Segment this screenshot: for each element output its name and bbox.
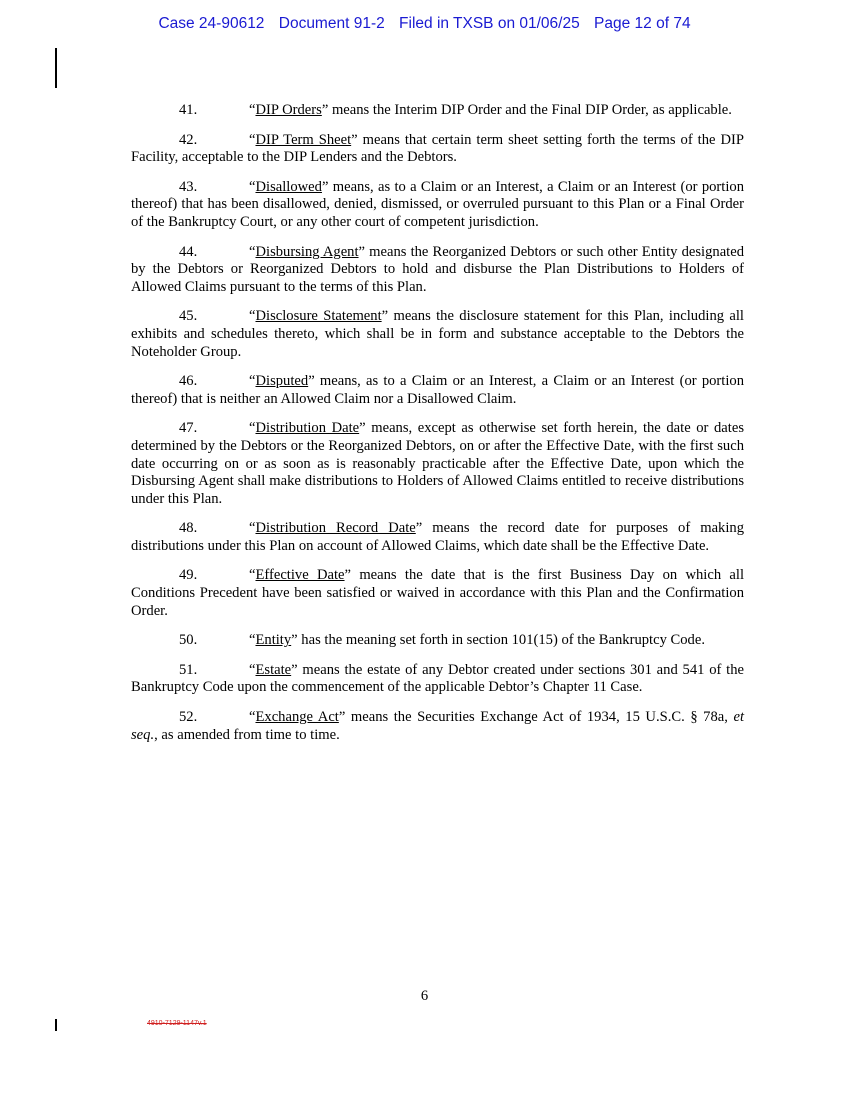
definition-paragraph [131, 567, 744, 620]
defined-term: Disputed [255, 373, 309, 390]
open-quote: “ [249, 373, 256, 390]
open-quote: “ [249, 709, 256, 726]
defined-term: Disbursing Agent [255, 243, 359, 260]
definition-text: ” means the disclosure statement for this Plan, including all exhibits and schedules thereto, which shall be in form and substance acceptable to the Debtors the Noteholder Group. [131, 308, 744, 360]
defined-term: Effective Date [255, 567, 345, 584]
definition-text: ” means, as to a Claim or an Interest, a Claim or an Interest (or portion thereof) that has been disallowed, denied, dismissed, or overruled pursuant to this Plan or a Final Order of the Bankruptcy Court, or any other court of competent jurisdiction. [131, 178, 744, 230]
open-quote: “ [249, 661, 256, 678]
defined-term: Distribution Record Date [255, 520, 416, 537]
definition-paragraph [131, 179, 744, 232]
open-quote: “ [249, 243, 256, 260]
paragraph-number: 43. [179, 178, 198, 195]
footer-doc-code: 4910-7129-1147v.1 [147, 1020, 207, 1027]
defined-term: DIP Orders [255, 102, 322, 118]
open-quote: “ [249, 632, 256, 649]
definition-text: ” means that certain term sheet setting forth the terms of the DIP Facility, acceptable to the DIP Lenders and the Debtors. [131, 131, 744, 166]
definition-paragraph [131, 373, 744, 408]
paragraph-number: 44. [179, 243, 198, 260]
defined-term: DIP Term Sheet [255, 131, 352, 148]
document-body [131, 102, 744, 756]
paragraph-number: 45. [179, 308, 198, 325]
change-bar-top [55, 48, 57, 88]
definition-text: ” means the Reorganized Debtors or such other Entity designated by the Debtors or Reorganized Debtors to hold and disburse the Plan Distributions to Holders of Allowed Claims pursuant to the terms of this Plan. [131, 243, 745, 295]
definition-paragraph [131, 662, 744, 697]
definition-text: ” means the date that is the first Business Day on which all Conditions Precedent have been satisfied or waived in accordance with this Plan and the Confirmation Order. [131, 567, 745, 619]
definition-paragraph [131, 132, 744, 167]
paragraph-number: 52. [179, 709, 198, 726]
page-info: Page 12 of 74 [594, 15, 691, 32]
open-quote: “ [249, 131, 256, 148]
definition-paragraph [131, 308, 744, 361]
open-quote: “ [249, 102, 256, 118]
defined-term: Disclosure Statement [255, 308, 382, 325]
open-quote: “ [249, 178, 256, 195]
open-quote: “ [249, 308, 256, 325]
definition-tail: , as amended from time to time. [154, 726, 340, 743]
paragraph-number: 47. [179, 420, 198, 437]
defined-term: Distribution Date [255, 420, 360, 437]
paragraph-number: 41. [179, 102, 198, 118]
defined-term: Entity [255, 632, 292, 649]
definition-text: ” means the Securities Exchange Act of 1934, 15 U.S.C. § 78a, [338, 709, 734, 726]
paragraph-number: 42. [179, 131, 198, 148]
defined-term: Exchange Act [255, 709, 339, 726]
defined-term: Disallowed [255, 178, 322, 195]
paragraph-number: 46. [179, 373, 198, 390]
open-quote: “ [249, 420, 256, 437]
open-quote: “ [249, 520, 256, 537]
page-number: 6 [420, 988, 429, 1004]
italic-text: et seq. [131, 709, 745, 743]
filing-header [0, 15, 849, 33]
definition-paragraph [131, 520, 744, 555]
definition-paragraph [131, 632, 744, 650]
definition-paragraph [131, 102, 744, 120]
case-number: Case 24-90612 [158, 15, 265, 32]
definition-paragraph [131, 244, 744, 297]
paragraph-number: 48. [179, 520, 198, 537]
definition-text: ” means the estate of any Debtor created under sections 301 and 541 of the Bankruptcy Code upon the commencement of the applicable Debtor’s Chapter 11 Case. [131, 661, 744, 696]
definition-text: ” means, except as otherwise set forth herein, the date or dates determined by the Debtors or the Reorganized Debtors, on or after the Effective Date, with the first such date occurring on or as soon as is reasonably practicable after the Effective Date, upon which the Disbursing Agent shall make distributions to Holders of Allowed Claims entitled to receive distributions under this Plan. [131, 420, 744, 507]
definition-paragraph [131, 709, 744, 744]
definition-text: ” means, as to a Claim or an Interest, a Claim or an Interest (or portion thereof) that is neither an Allowed Claim nor a Disallowed Claim. [131, 373, 744, 407]
definition-paragraph [131, 420, 744, 508]
definition-text: ” means the Interim DIP Order and the Final DIP Order, as applicable. [321, 102, 732, 118]
open-quote: “ [249, 567, 256, 584]
definition-text: ” has the meaning set forth in section 101(15) of the Bankruptcy Code. [291, 632, 705, 649]
document-number: Document 91-2 [278, 15, 385, 32]
filed-info: Filed in TXSB on 01/06/25 [399, 15, 580, 32]
paragraph-number: 49. [179, 567, 198, 584]
paragraph-number: 51. [179, 661, 198, 678]
defined-term: Estate [255, 661, 292, 678]
change-bar-bottom [55, 1019, 57, 1031]
definition-text: ” means the record date for purposes of making distributions under this Plan on account of Allowed Claims, which date shall be the Effective Date. [131, 520, 745, 554]
paragraph-number: 50. [179, 632, 198, 649]
